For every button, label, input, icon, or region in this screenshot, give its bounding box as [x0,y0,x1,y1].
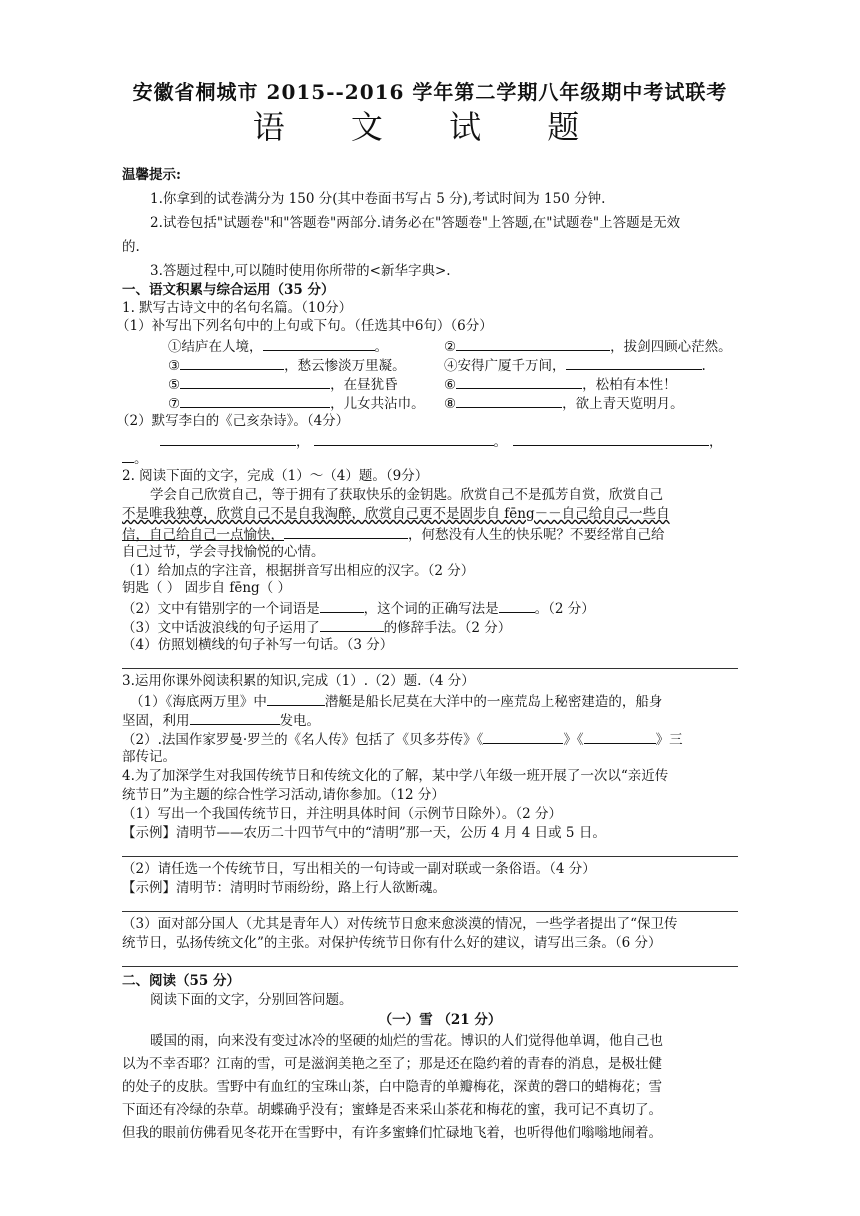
passage-line-4: 下面还有冷绿的杂草。胡蝶确乎没有；蜜蜂是否来采山茶花和梅花的蜜，我可记不真切了。 [122,1102,662,1118]
libai-blank-2[interactable] [314,431,494,446]
libai-blank-4[interactable] [122,448,134,463]
q1-2: （2）默写李白的《己亥杂诗》。（4分） [116,413,350,429]
poem-row-3: ③ ，愁云惨淡万里凝。 [168,355,406,376]
poem-1-blank[interactable] [263,336,375,351]
q2-1-items: 钥匙（ ） 固步自 fēng（ ） [122,580,291,596]
tip-3: 3.答题过程中,可以随时使用你所带的<新华字典>. [150,263,451,279]
q2-3-blank[interactable] [320,617,384,632]
q4-1-answer-line[interactable] [122,856,738,857]
poem-1-text: ①结庐在人境， [168,339,263,355]
q1: 1. 默写古诗文中的名句名篇。（10分） [122,300,353,316]
q4-3: （3）面对部分国人（尤其是青年人）对传统节日愈来愈淡漠的情况，一些学者提出了“保卫传 [122,916,678,932]
q2-2-blank-2[interactable] [499,598,535,613]
poem-5-blank[interactable] [180,374,330,389]
exam-title: 安徽省桐城市 2015--2016 学年第二学期八年级期中考试联考 [132,80,728,104]
passage-title: （一）雪 （21 分） [378,1012,502,1028]
q4-3-answer-line[interactable] [122,966,738,967]
passage-line-3: 的处子的皮肤。雪野中有血红的宝珠山茶，白中隐青的单瓣梅花，深黄的磬口的蜡梅花；雪 [122,1079,662,1095]
q2-3: （3）文中话波浪线的句子运用了 的修辞手法。（2 分） [122,617,511,638]
q4-2: （2）请任选一个传统节日，写出相关的一句诗或一副对联或一条俗语。（4 分） [122,861,596,877]
passage-line-1: 暖国的雨，向来没有变过冰冷的坚硬的灿烂的雪花。博识的人们觉得他单调，他自己也 [150,1033,663,1049]
passage-line-5: 但我的眼前仿佛看见冬花开在雪野中，有许多蜜蜂们忙碌地飞着，也听得他们嗡嗡地闹着。 [122,1125,662,1141]
tip-1: 1.你拿到的试卷满分为 150 分(其中卷面书写占 5 分),考试时间为 150 分钟. [150,191,606,207]
q3: 3.运用你课外阅读积累的知识,完成（1）.（2）题.（4 分） [122,673,475,689]
poem-6-blank[interactable] [456,374,582,389]
q2-para-3: 信，自己给自己一点愉快， ，何愁没有人生的快乐呢？不要经常自己给 [122,524,665,545]
libai-blank-1[interactable] [160,431,296,446]
q4-3-cont: 统节日，弘扬传统文化”的主张。对保护传统节日你有什么好的建议，请写出三条。（6 分） [122,935,662,951]
q2-para-1: 学会自己欣赏自己，等于拥有了获取快乐的金钥匙。欣赏自己不是孤芳自赏，欣赏自己 [150,487,663,503]
q4-cont: 统节日”为主题的综合性学习活动,请你参加。（12 分） [122,787,445,803]
q4: 4.为了加深学生对我国传统节日和传统文化的了解，某中学八年级一班开展了一次以“亲近传 [122,768,669,784]
q3-1: （1）《海底两万里》中 潜艇是船长尼莫在大洋中的一座荒岛上秘密建造的，船身 [130,691,662,712]
poem-row-8: ⑧ ，欲上青天览明月。 [444,393,684,414]
q2-4: （4）仿照划横线的句子补写一句话。（3 分） [122,637,394,653]
q2: 2. 阅读下面的文字，完成（1）～（4）题。（9分） [122,468,429,484]
q2-4-answer-line[interactable] [122,668,738,669]
reading-intro: 阅读下面的文字，分别回答问题。 [150,992,353,1008]
q3-2: （2）.法国作家罗曼·罗兰的《名人传》包括了《贝多芬传》《 》《 》三 [122,729,683,750]
q3-1-blank-2[interactable] [190,710,280,725]
q1-1: （1）补写出下列名句中的上句或下句。（任选其中6句）（6分） [116,318,493,334]
section2-heading: 二、阅读（55 分） [122,973,240,989]
q3-1-blank-1[interactable] [267,691,325,706]
poem-row-7: ⑦ ，儿女共沾巾。 [168,393,425,414]
poem-3-blank[interactable] [180,355,284,370]
passage-line-2: 以为不幸否耶？江南的雪，可是滋润美艳之至了；那是还在隐约着的青春的消息，是极壮健 [122,1056,662,1072]
libai-blank-4-row: 。 [122,448,148,469]
poem-row-2: ② ，拔剑四顾心茫然。 [444,336,732,357]
poem-row-4: ④安得广厦千万间， . [444,355,706,376]
poem-2-blank[interactable] [456,336,610,351]
q4-2-answer-line[interactable] [122,911,738,912]
q3-2-blank-1[interactable] [483,729,563,744]
q3-1-cont: 坚固，利用 发电。 [122,710,320,731]
q3-2-cont: 部传记。 [122,749,176,765]
tip-2-cont: 的. [122,239,140,255]
q2-2: （2）文中有错别字的一个词语是 ，这个词的正确写法是 。（2 分） [122,598,595,619]
poem-8-blank[interactable] [456,393,562,408]
libai-blanks: ， 。 ， [160,431,723,452]
poem-row-6: ⑥ ，松柏有本性！ [444,374,677,395]
poem-row-5: ⑤ ，在昼犹昏 [168,374,398,395]
q2-2-blank-1[interactable] [320,598,364,613]
subject-title: 语 文 试 题 [252,108,608,146]
poem-7-blank[interactable] [180,393,330,408]
q4-2-example: 【示例】清明节：清明时节雨纷纷，路上行人欲断魂。 [122,880,446,896]
poem-4-blank[interactable] [566,355,702,370]
libai-blank-3[interactable] [513,431,709,446]
q2-para-2: 不是唯我独尊，欣赏自己不是自我淘醉，欣赏自己更不是固步自 fēng－－自己给自己一些自 [122,506,670,522]
q4-1-example: 【示例】清明节——农历二十四节气中的“清明”那一天，公历 4 月 4 日或 5 日。 [122,825,606,841]
poem-row-1: ①结庐在人境， 。 [168,336,388,357]
q2-1: （1）给加点的字注音，根据拼音写出相应的汉字。（2 分） [122,563,475,579]
tips-heading: 温馨提示: [122,167,181,183]
section1-heading: 一、语文积累与综合运用（35 分） [122,282,335,298]
q2-para-4: 自己过节，学会寻找愉悦的心情。 [122,544,325,560]
q2-para-blank[interactable] [284,524,408,539]
q3-2-blank-2[interactable] [584,729,656,744]
q4-1: （1）写出一个我国传统节日，并注明具体时间（示例节日除外）。（2 分） [122,806,562,822]
tip-2: 2.试卷包括"试题卷"和"答题卷"两部分.请务必在"答题卷"上答题,在"试题卷"上答题是无效 [150,215,681,231]
